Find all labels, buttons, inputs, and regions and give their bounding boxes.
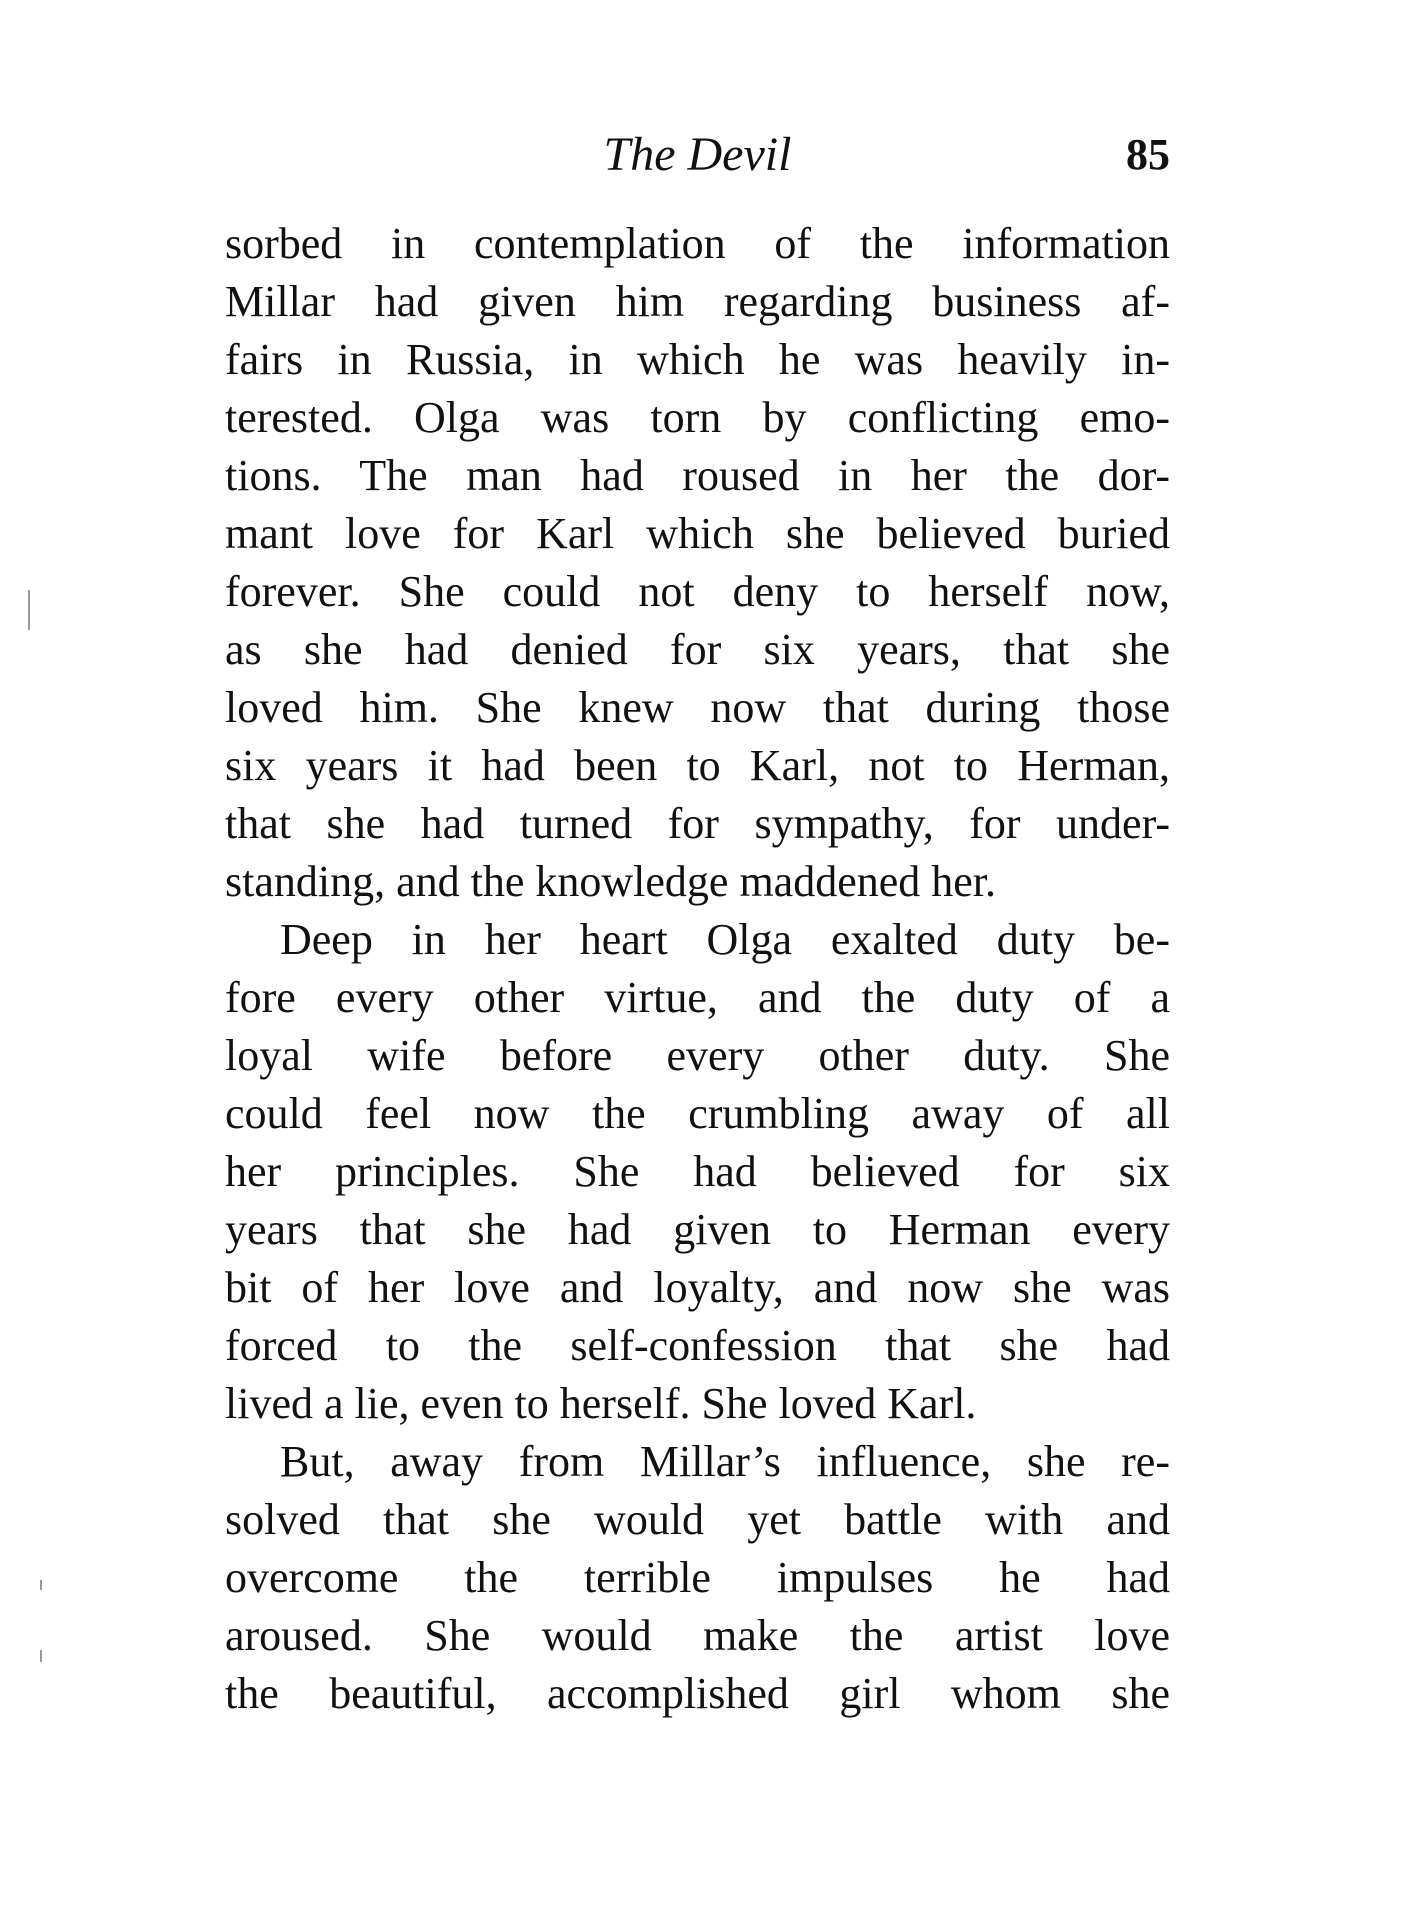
text-line: her principles. She had believed for six <box>225 1147 1170 1196</box>
running-title: The Devil <box>603 128 792 181</box>
text-line: Deep in her heart Olga exalted duty be- <box>280 915 1170 964</box>
text-line: the beautiful, accomplished girl whom she <box>225 1669 1170 1718</box>
text-line: fairs in Russia, in which he was heavily in- <box>225 335 1170 384</box>
text-line: solved that she would yet battle with and <box>225 1495 1170 1544</box>
text-line: lived a lie, even to herself. She loved Karl. <box>225 1379 977 1428</box>
text-line: Millar had given him regarding business af- <box>225 277 1170 326</box>
text-line: that she had turned for sympathy, for under- <box>225 799 1170 848</box>
scan-mark <box>40 1650 42 1662</box>
text-line: terested. Olga was torn by conflicting emo- <box>225 393 1170 442</box>
text-line: six years it had been to Karl, not to Herman, <box>225 741 1170 790</box>
text-line: But, away from Millar’s influence, she re- <box>280 1437 1170 1486</box>
text-line: years that she had given to Herman every <box>225 1205 1170 1254</box>
text-line: forced to the self-confession that she had <box>225 1321 1170 1370</box>
text-line: forever. She could not deny to herself now, <box>225 567 1170 616</box>
text-line: tions. The man had roused in her the dor- <box>225 451 1170 500</box>
text-line: aroused. She would make the artist love <box>225 1611 1170 1660</box>
paragraph <box>225 1433 1170 1723</box>
body-text <box>225 215 1170 1723</box>
page-header <box>225 125 1170 185</box>
text-line: fore every other virtue, and the duty of a <box>225 973 1170 1022</box>
text-line: as she had denied for six years, that she <box>225 625 1170 674</box>
page-number: 85 <box>1126 130 1170 179</box>
text-line: standing, and the knowledge maddened her. <box>225 857 997 906</box>
text-line: bit of her love and loyalty, and now she was <box>225 1263 1170 1312</box>
text-line: loyal wife before every other duty. She <box>225 1031 1170 1080</box>
text-line: sorbed in contemplation of the information <box>225 219 1170 268</box>
text-line: mant love for Karl which she believed buried <box>225 509 1170 558</box>
scan-mark <box>28 590 30 630</box>
scan-mark <box>40 1580 42 1590</box>
text-line: loved him. She knew now that during those <box>225 683 1170 732</box>
paragraph <box>225 911 1170 1433</box>
text-line: could feel now the crumbling away of all <box>225 1089 1170 1138</box>
paragraph <box>225 215 1170 911</box>
text-line: overcome the terrible impulses he had <box>225 1553 1170 1602</box>
